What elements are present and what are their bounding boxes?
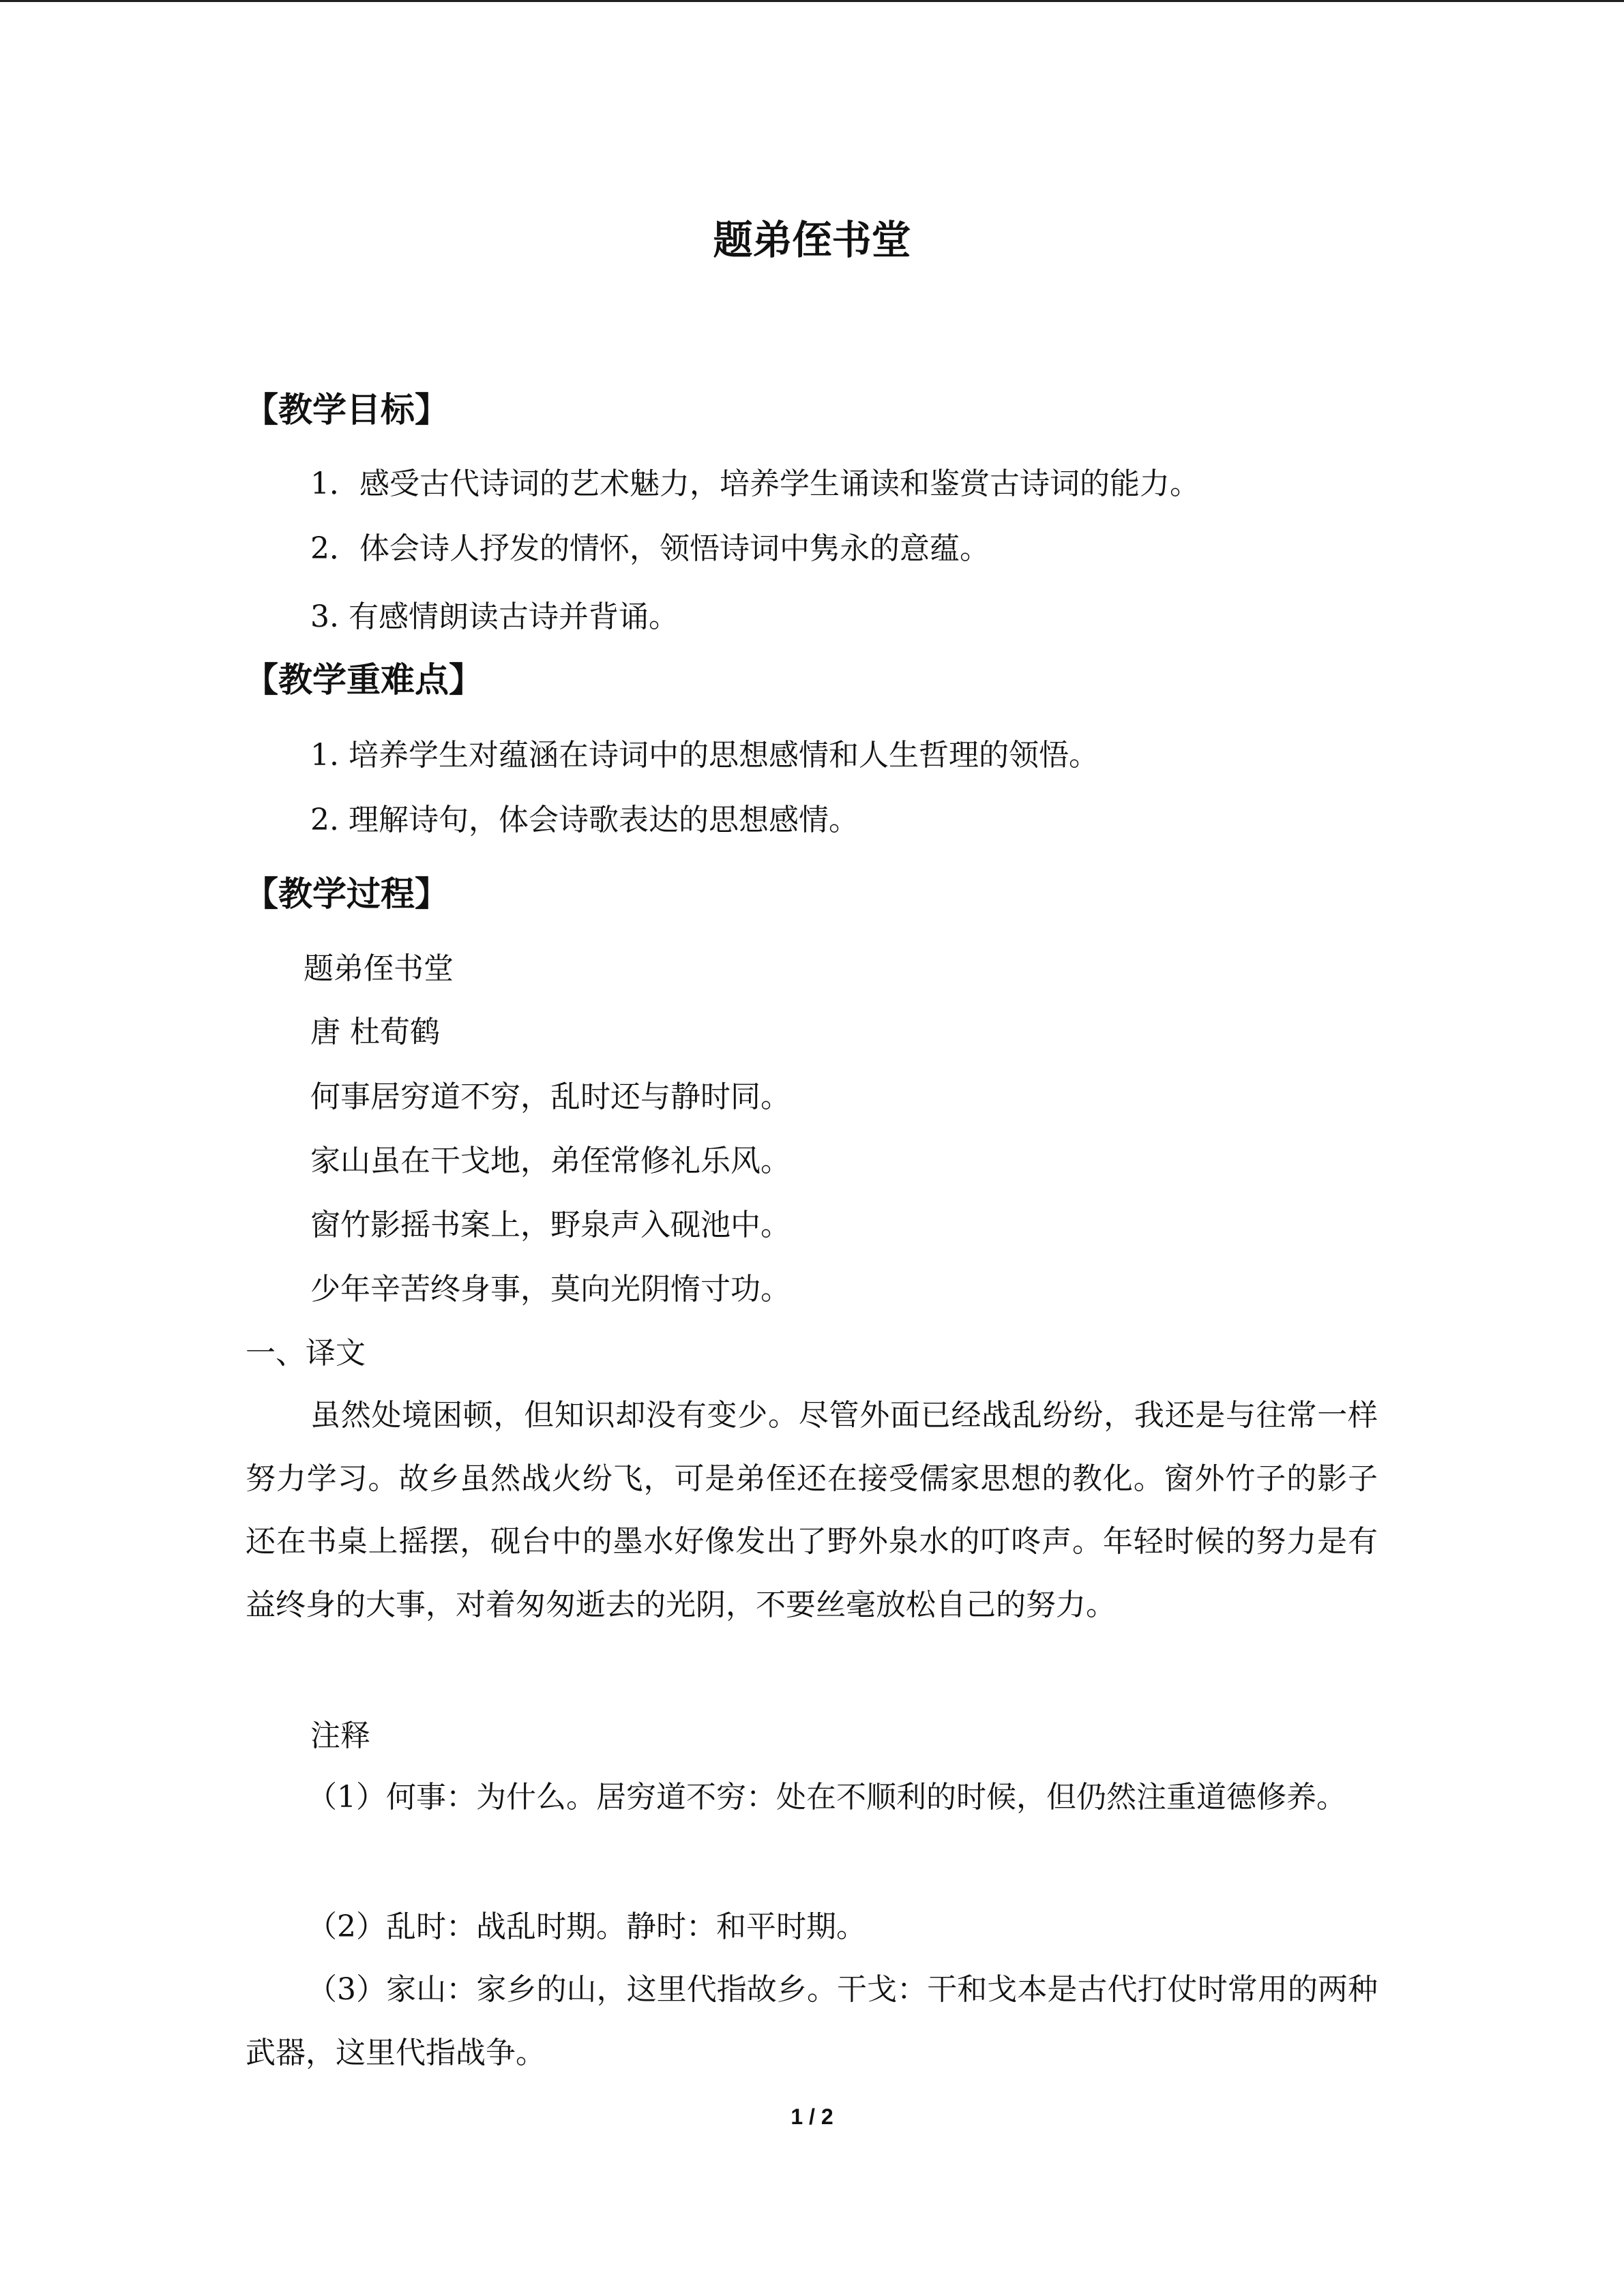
- poem-line-1: 何事居穷道不穷，乱时还与静时同。: [310, 1079, 791, 1114]
- section-heading-process: 【教学过程】: [244, 874, 449, 914]
- poem-line-2: 家山虽在干戈地，弟侄常修礼乐风。: [310, 1144, 791, 1178]
- poem-title: 题弟侄书堂: [304, 951, 454, 986]
- goal-item-2: 2．体会诗人抒发的情怀，领悟诗词中隽永的意蕴。: [310, 531, 990, 566]
- page-title: 题弟侄书堂: [713, 217, 911, 263]
- section-heading-key-points: 【教学重难点】: [244, 660, 483, 700]
- translation-heading: 一、译文: [246, 1336, 366, 1371]
- note-item-3: （3）家山：家乡的山，这里代指故乡。干戈：干和戈本是古代打仗时常用的两种武器，这里代指战争。: [246, 1972, 1378, 2070]
- top-border-rule: [0, 0, 1624, 2]
- key-point-item-2: 2. 理解诗句，体会诗歌表达的思想感情。: [310, 803, 859, 837]
- note-item-2: （2）乱时：战乱时期。静时：和平时期。: [307, 1909, 866, 1944]
- note-item-1: （1）何事：为什么。居穷道不穷：处在不顺利的时候，但仍然注重道德修养。: [307, 1780, 1346, 1815]
- translation-paragraph: 虽然处境困顿，但知识却没有变少。尽管外面已经战乱纷纷，我还是与往常一样努力学习。故乡虽然战火纷飞，可是弟侄还在接受儒家思想的教化。窗外竹子的影子还在书桌上摇摆，砚台中的墨水好像发出了野外泉水的叮咚声。年轻时候的努力是有益终身的大事，对着匆匆逝去的光阴，不要丝毫放松自己的努力。: [246, 1398, 1378, 1622]
- page-number: 1 / 2: [791, 2104, 833, 2129]
- goal-item-3: 3. 有感情朗读古诗并背诵。: [310, 599, 679, 634]
- section-heading-goals: 【教学目标】: [244, 390, 449, 430]
- notes-heading: 注释: [310, 1718, 370, 1753]
- goal-item-1: 1．感受古代诗词的艺术魅力，培养学生诵读和鉴赏古诗词的能力。: [310, 466, 1200, 501]
- poem-line-3: 窗竹影摇书案上，野泉声入砚池中。: [310, 1208, 791, 1242]
- poem-line-4: 少年辛苦终身事，莫向光阴惰寸功。: [310, 1272, 791, 1307]
- key-point-item-1: 1. 培养学生对蕴涵在诗词中的思想感情和人生哲理的领悟。: [310, 738, 1099, 773]
- poem-author: 唐 杜荀鹤: [310, 1015, 440, 1049]
